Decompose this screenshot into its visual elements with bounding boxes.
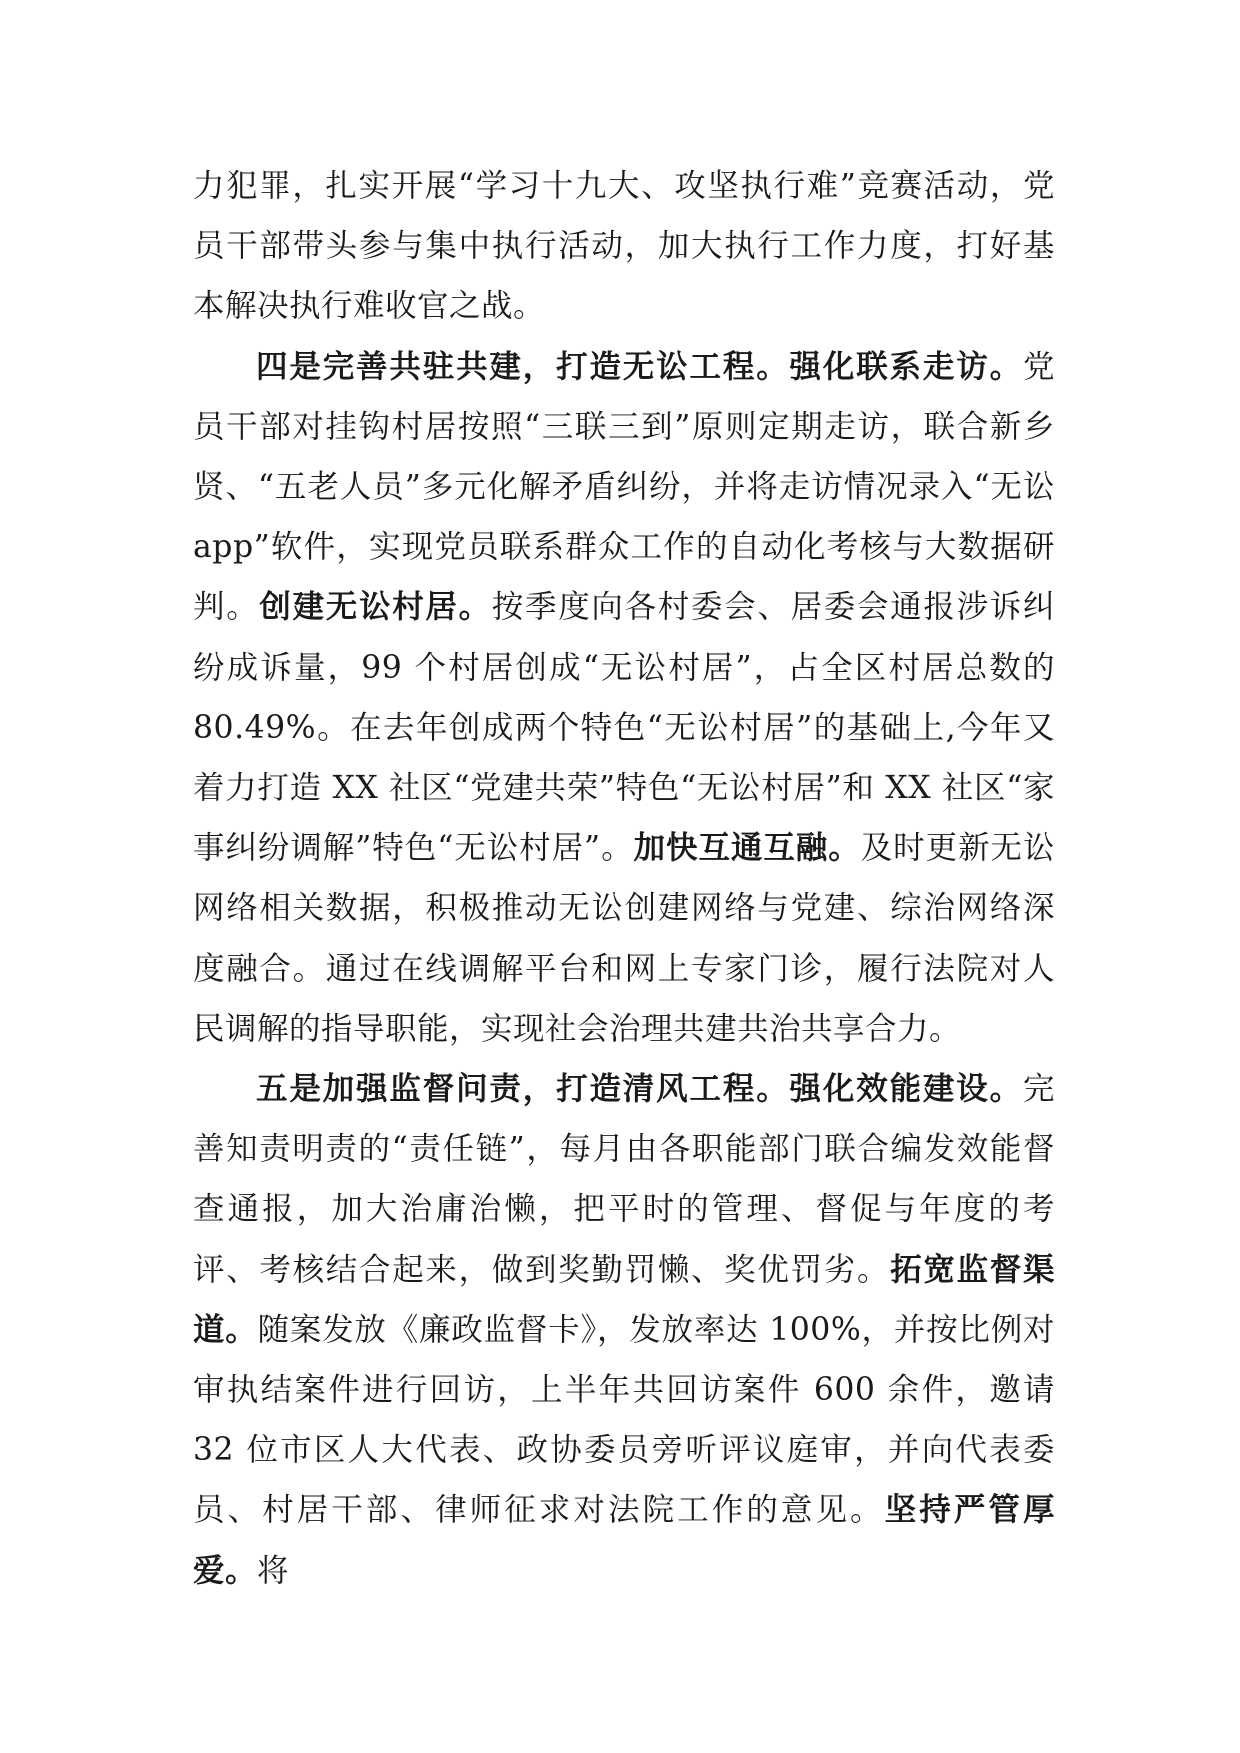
paragraph-text: 力犯罪，扎实开展“学习十九大、攻坚执行难”竞赛活动，党员干部带头参与集中执行活动，加大执行工作力度，打好基本解决执行难收官之战。 [193, 168, 1055, 325]
subheading-accelerate-integration: 加快互通互融。 [633, 829, 861, 867]
paragraph-section-five-supervision [193, 1059, 1055, 1601]
paragraph-text: 按季度向各村委会、居委会通报涉诉纠纷成诉量，99 个村居创成“无讼村居”，占全区村居总数的 80.49%。在去年创成两个特色“无讼村居”的基础上,今年又着力打造 XX 社区“党建共荣”特色“无讼村居”和 XX 社区“家事纠纷调解”特色“无讼村居”。 [193, 589, 1055, 867]
subheading-strict-management: 坚持严管厚爱。 [193, 1491, 1055, 1589]
section-heading-five: 五是加强监督问责，打造清风工程。 [256, 1070, 790, 1108]
paragraph-text: 及时更新无讼网络相关数据，积极推动无讼创建网络与党建、综治网络深度融合。通过在线调解平台和网上专家门诊，履行法院对人民调解的指导职能，实现社会治理共建共治共享合力。 [193, 830, 1055, 1047]
subheading-widen-supervision: 拓宽监督渠道。 [193, 1250, 1055, 1348]
subheading-create-no-litigation-villages: 创建无讼村居。 [259, 588, 492, 626]
paragraph-enforcement-continuation [193, 156, 1055, 337]
document-page [193, 156, 1055, 1601]
paragraph-section-four-no-litigation [193, 337, 1055, 1059]
subheading-strengthen-visits: 强化联系走访。 [789, 347, 1023, 385]
paragraph-text: 随案发放《廉政监督卡》，发放率达 100%，并按比例对审执结案件进行回访，上半年共回访案件 600 余件，邀请 32 位市区人大代表、政协委员旁听评议庭审，并向代表委员、村居干部、律师征求对法院工作的意见。 [193, 1311, 1055, 1529]
subheading-efficiency-building: 强化效能建设。 [789, 1070, 1023, 1108]
paragraph-text: 将 [257, 1552, 290, 1589]
section-heading-four: 四是完善共驻共建，打造无讼工程。 [256, 347, 790, 385]
paragraph-text: 完善知责明责的“责任链”，每月由各职能部门联合编发效能督查通报，加大治庸治懒，把平时的管理、督促与年度的考评、考核结合起来，做到奖勤罚懒、奖优罚劣。 [193, 1071, 1055, 1288]
paragraph-text: 党员干部对挂钩村居按照“三联三到”原则定期走访，联合新乡贤、“五老人员”多元化解矛盾纠纷，并将走访情况录入“无讼 app”软件，实现党员联系群众工作的自动化考核与大数据研判。 [193, 348, 1055, 626]
